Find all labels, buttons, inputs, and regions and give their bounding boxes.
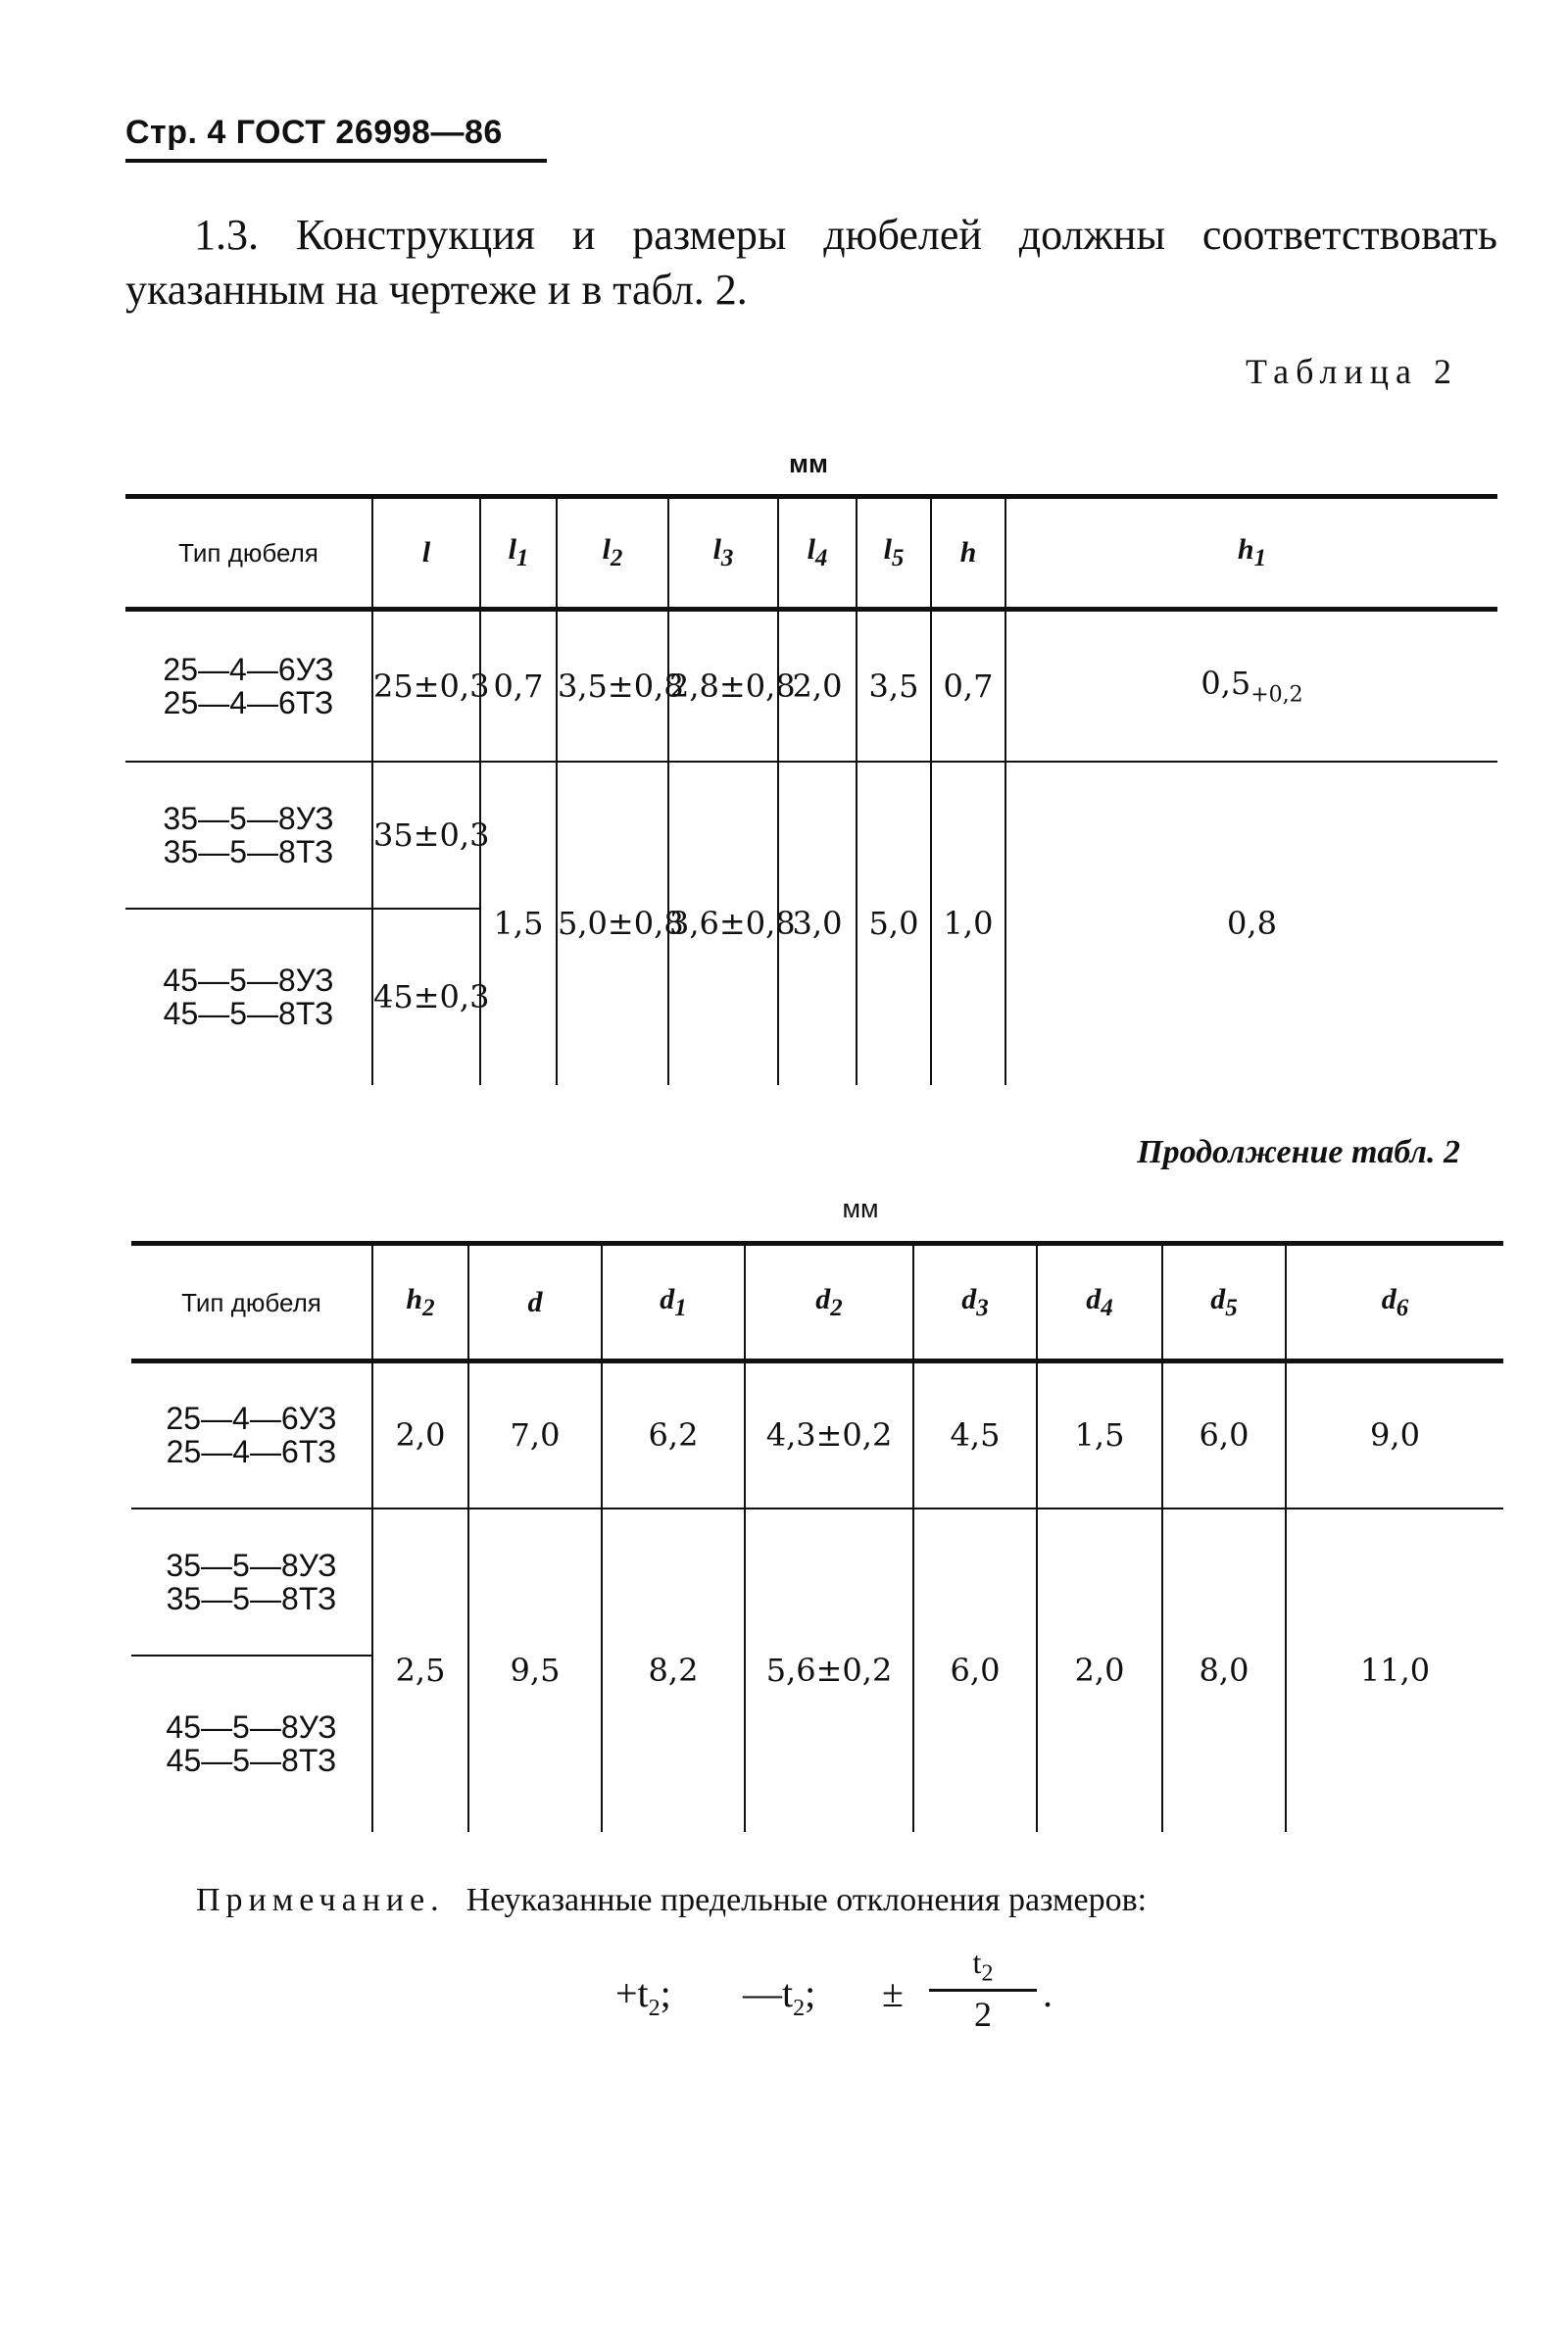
cell-l: 25±0,3 <box>372 610 480 762</box>
cell-l4: 3,0 <box>778 762 857 1085</box>
paragraph <box>125 208 1497 318</box>
table-2 <box>125 494 1497 1085</box>
cell-l3: 3,6±0,8 <box>668 762 778 1085</box>
table-row-type: 45—5—8УЗ 45—5—8ТЗ <box>163 963 334 1031</box>
formula-plus-minus: ± <box>882 1971 904 2015</box>
cell-h2: 2,5 <box>372 1509 468 1832</box>
header-type: Тип дюбеля <box>125 497 372 610</box>
cell-h2: 2,0 <box>372 1361 468 1509</box>
cell-l1: 1,5 <box>480 762 557 1085</box>
table-row-type: 45—5—8УЗ 45—5—8ТЗ <box>166 1709 337 1778</box>
header-l1: $l_1$ <box>480 497 557 610</box>
table-row-type: 35—5—8УЗ 35—5—8ТЗ <box>131 1509 372 1656</box>
header-h: h <box>931 497 1005 610</box>
header-rule <box>125 159 547 163</box>
header-l: l <box>372 497 480 610</box>
cell-l1: 0,7 <box>480 610 557 762</box>
header-h1: $h_1$ <box>1005 497 1497 610</box>
header-l3: $l_3$ <box>668 497 778 610</box>
header-d: d <box>468 1244 602 1361</box>
cell-l5: 3,5 <box>857 610 931 762</box>
cell-h: 1,0 <box>931 762 1005 1085</box>
cell-d1: 6,2 <box>602 1361 745 1509</box>
table-row-type: 35—5—8УЗ 35—5—8ТЗ <box>125 762 372 909</box>
table-row-type: 25—4—6УЗ 25—4—6ТЗ <box>131 1361 372 1509</box>
header-d3: $d_3$ <box>913 1244 1037 1361</box>
table1-unit: мм <box>789 449 828 478</box>
cell-l: 45±0,3 <box>372 909 480 1085</box>
formula-end: . <box>1043 1971 1053 2015</box>
cell-d5: 6,0 <box>1162 1361 1286 1509</box>
continuation-title: Продолжение табл. 2 <box>1137 1134 1460 1170</box>
header-d1: $d_1$ <box>602 1244 745 1361</box>
header-l2: $l_2$ <box>557 497 668 610</box>
header-h2: $h_2$ <box>372 1244 468 1361</box>
paragraph-line-1: 1.3. Конструкция и размеры дюбелей должны соответствовать <box>194 211 1497 259</box>
cell-d3: 4,5 <box>913 1361 1037 1509</box>
page-header: Стр. 4 ГОСТ 26998—86 <box>125 114 503 151</box>
cell-h1: 0,8 <box>1005 762 1497 1085</box>
cell-l: 35±0,3 <box>372 762 480 909</box>
cell-h1: $0,5_{+0,2}$ <box>1005 610 1497 762</box>
fraction-bar <box>929 1989 1037 1992</box>
header-l5: $l_5$ <box>857 497 931 610</box>
fraction-numerator: $t_2$ <box>972 1945 994 1987</box>
table-row-type: 25—4—6УЗ 25—4—6ТЗ <box>125 610 372 762</box>
header-l4: $l_4$ <box>778 497 857 610</box>
cell-d6: 9,0 <box>1286 1361 1503 1509</box>
cell-d2: 5,6±0,2 <box>745 1509 913 1832</box>
cell-d: 9,5 <box>468 1509 602 1832</box>
cell-d4: 2,0 <box>1037 1509 1162 1832</box>
cell-l4: 2,0 <box>778 610 857 762</box>
cell-l3: 2,8±0,8 <box>668 610 778 762</box>
note-label: Примечание. <box>196 1882 445 1918</box>
header-type: Тип дюбеля <box>131 1244 372 1361</box>
cell-d1: 8,2 <box>602 1509 745 1832</box>
cell-d5: 8,0 <box>1162 1509 1286 1832</box>
paragraph-line-2: указанным на чертеже и в табл. 2. <box>125 266 748 314</box>
formula-minus: $—t_2$; <box>743 1971 816 2021</box>
table2-unit: мм <box>842 1194 879 1223</box>
cell-d4: 1,5 <box>1037 1361 1162 1509</box>
table-2-continuation <box>131 1241 1503 1832</box>
table-title: Таблица 2 <box>1246 352 1458 391</box>
cell-d2: 4,3±0,2 <box>745 1361 913 1509</box>
header-d4: $d_4$ <box>1037 1244 1162 1361</box>
cell-l2: 5,0±0,8 <box>557 762 668 1085</box>
formula-plus: $+t_2$; <box>615 1971 671 2021</box>
fraction-denominator: 2 <box>974 1995 992 2035</box>
cell-d3: 6,0 <box>913 1509 1037 1832</box>
formula-fraction <box>929 1945 1037 2035</box>
cell-d6: 11,0 <box>1286 1509 1503 1832</box>
header-d6: $d_6$ <box>1286 1244 1503 1361</box>
cell-d: 7,0 <box>468 1361 602 1509</box>
header-d2: $d_2$ <box>745 1244 913 1361</box>
cell-l2: 3,5±0,8 <box>557 610 668 762</box>
header-d5: $d_5$ <box>1162 1244 1286 1361</box>
note <box>196 1882 1147 1919</box>
cell-h: 0,7 <box>931 610 1005 762</box>
cell-l5: 5,0 <box>857 762 931 1085</box>
note-text: Неуказанные предельные отклонения размеров: <box>466 1882 1148 1918</box>
